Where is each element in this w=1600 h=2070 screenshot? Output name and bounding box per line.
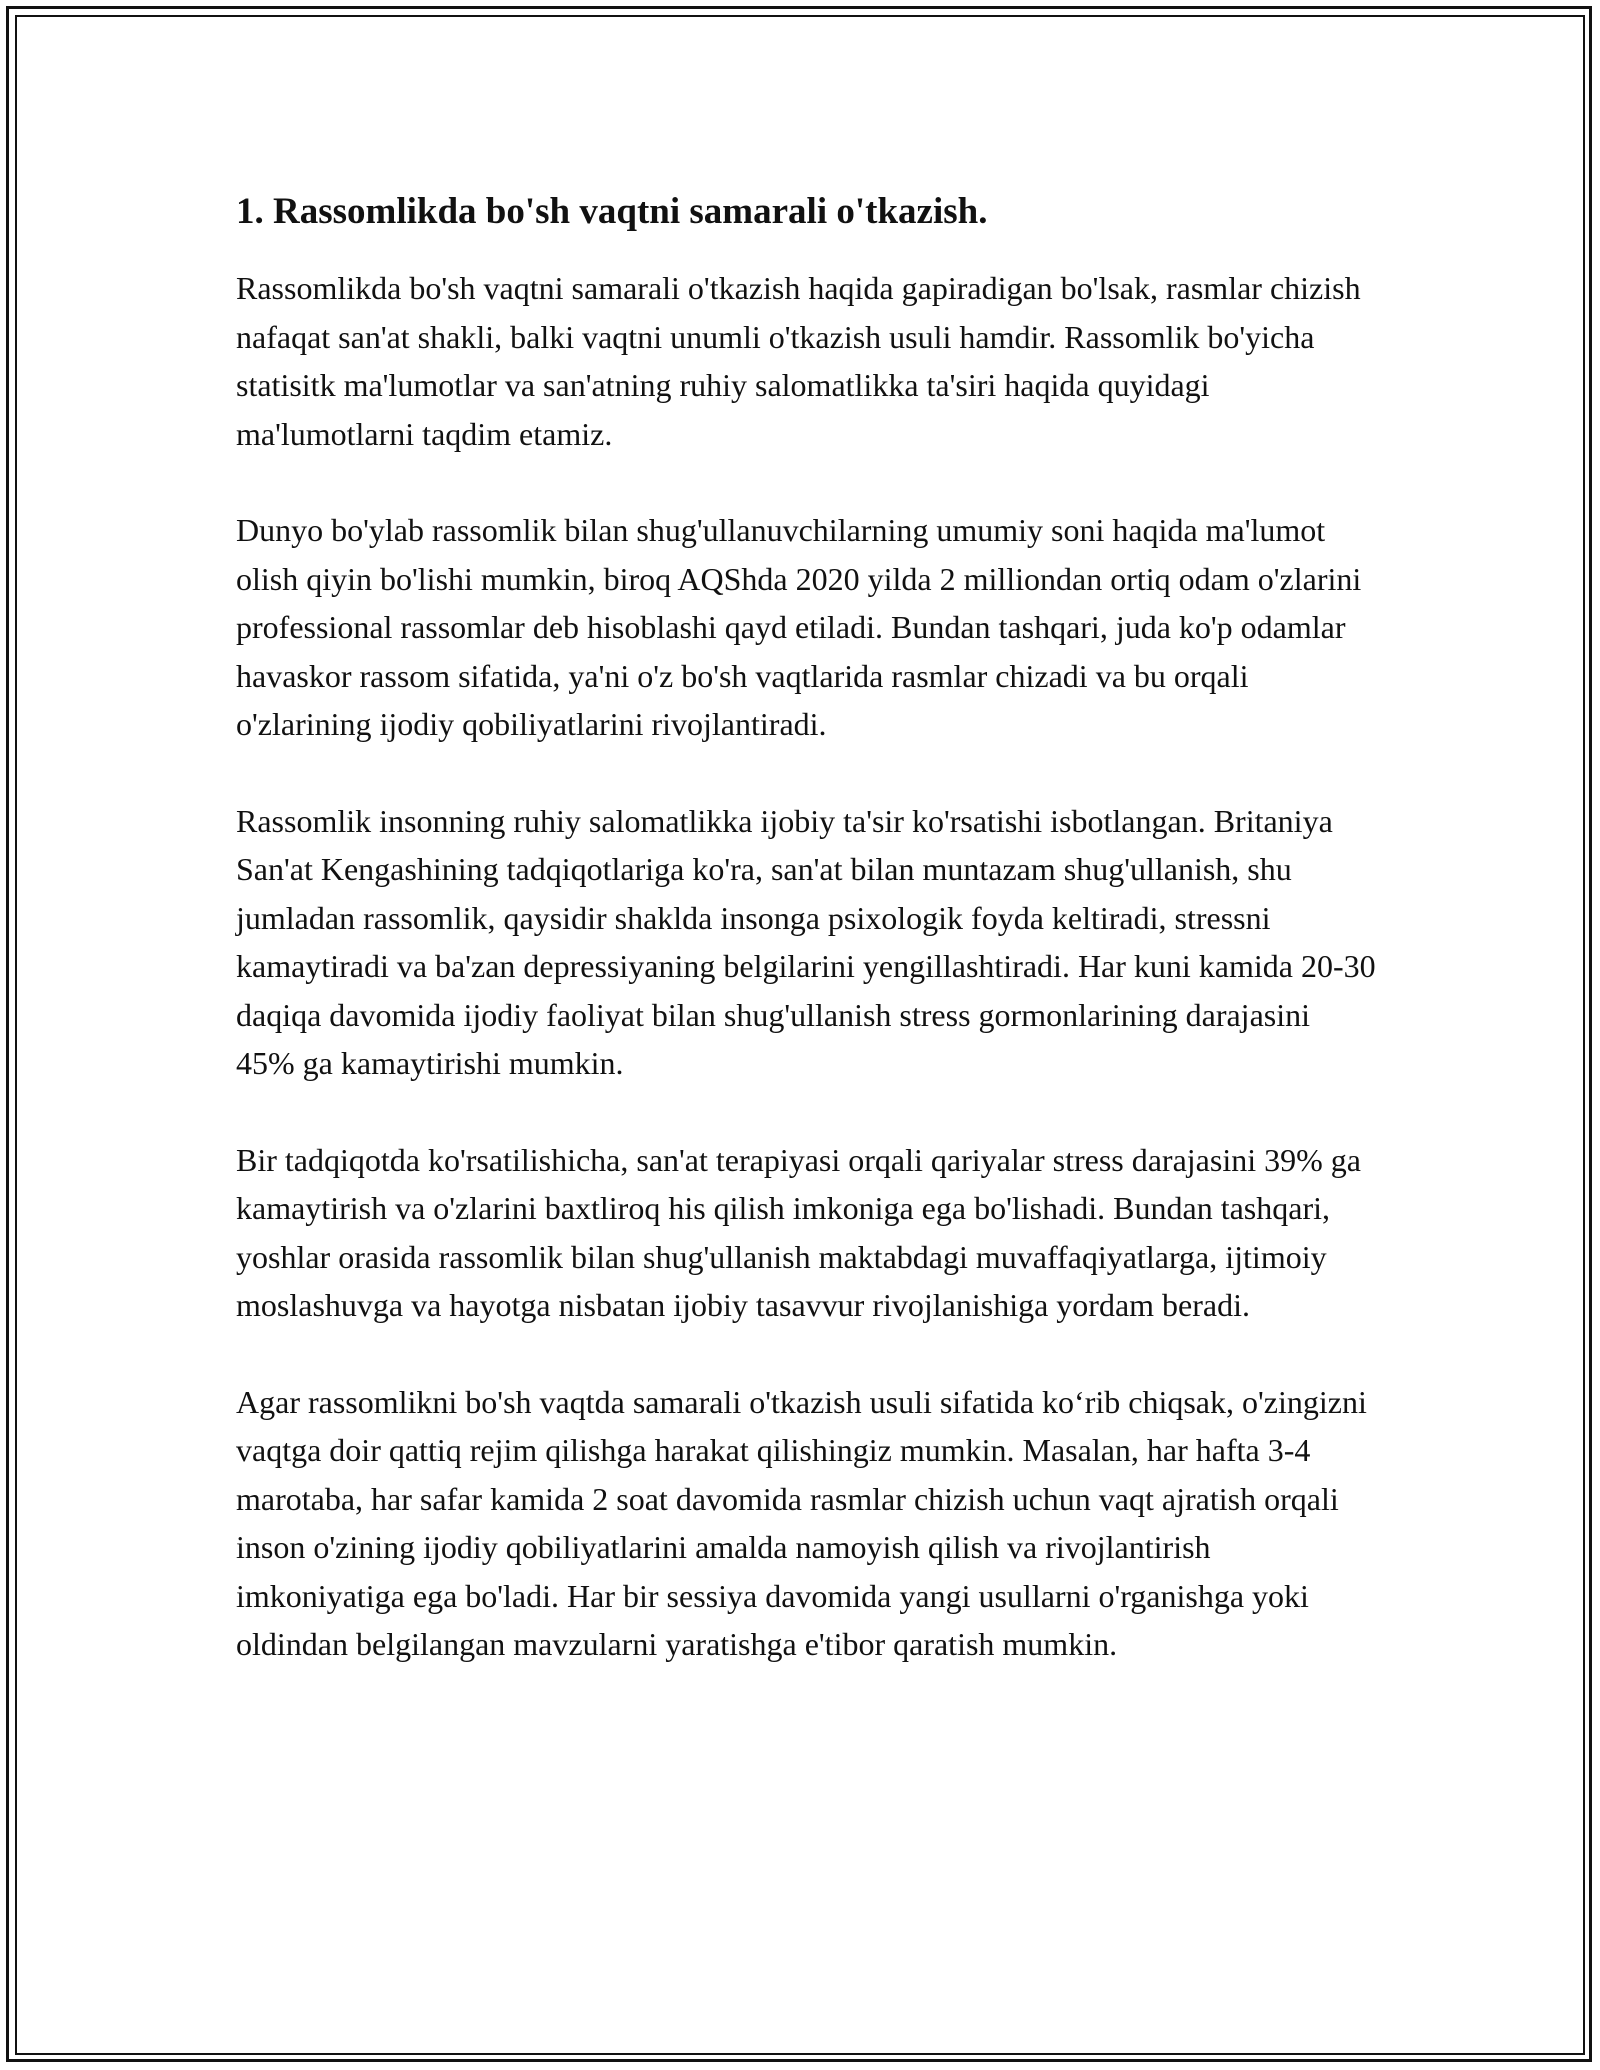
- paragraph-research: Bir tadqiqotda ko'rsatilishicha, san'at terapiyasi orqali qariyalar stress darajasini 39% ga kamaytirish va o'zlarini baxtliroq his qilish imkoniga ega bo'lishadi. Bundan tashqari, yoshlar orasida rassomlik bilan shug'ullanish maktabdagi muvaffaqiyatlarga, ijtimoiy moslashuvga va hayotga nisbatan ijobiy tasavvur rivojlanishiga yordam beradi.: [236, 1141, 1361, 1323]
- paragraph-schedule: Agar rassomlikni bo'sh vaqtda samarali o'tkazish usuli sifatida ko‘rib chiqsak, o'zingizni vaqtga doir qattiq rejim qilishga harakat qilishingiz mumkin. Masalan, har hafta 3-4 marotaba, har safar kamida 2 soat davomida rasmlar chizish uchun vaqt ajratish orqali inson o'zining ijodiy qobiliyatlarini amalda namoyish qilish va rivojlantirish imkoniyatiga ega bo'ladi. Har bir sessiya davomida yangi usullarni o'rganishga yoki oldindan belgilangan mavzularni yaratishga e'tibor qaratish mumkin.: [236, 1383, 1367, 1662]
- section-heading: 1. Rassomlikda bo'sh vaqtni samarali o'tkazish.: [236, 191, 988, 232]
- paragraph-intro: Rassomlikda bo'sh vaqtni samarali o'tkazish haqida gapiradigan bo'lsak, rasmlar chizish nafaqat san'at shakli, balki vaqtni unumli o'tkazish usuli hamdir. Rassomlik bo'yicha statisitk ma'lumotlar va san'atning ruhiy salomatlikka ta'siri haqida quyidagi ma'lumotlarni taqdim etamiz.: [236, 270, 1361, 452]
- paragraph-mental-health: Rassomlik insonning ruhiy salomatlikka ijobiy ta'sir ko'rsatishi isbotlangan. Britaniya San'at Kengashining tadqiqotlariga ko'ra, san'at bilan muntazam shug'ullanish, shu jumladan rassomlik, qaysidir shaklda insonga psixologik foyda keltiradi, stressni kamaytiradi va ba'zan depressiyaning belgilarini yengillashtiradi. Har kuni kamida 20-30 daqiqa davomida ijodiy faoliyat bilan shug'ullanish stress gormonlarining darajasini 45% ga kamaytirishi mumkin.: [236, 802, 1376, 1081]
- paragraph-statistics: Dunyo bo'ylab rassomlik bilan shug'ullanuvchilarning umumiy soni haqida ma'lumot olish qiyin bo'lishi mumkin, biroq AQShda 2020 yilda 2 milliondan ortiq odam o'zlarini professional rassomlar deb hisoblashi qayd etiladi. Bundan tashqari, juda ko'p odamlar havaskor rassom sifatida, ya'ni o'z bo'sh vaqtlarida rasmlar chizadi va bu orqali o'zlarining ijodiy qobiliyatlarini rivojlantiradi.: [236, 512, 1362, 742]
- document-body: [236, 186, 1376, 1717]
